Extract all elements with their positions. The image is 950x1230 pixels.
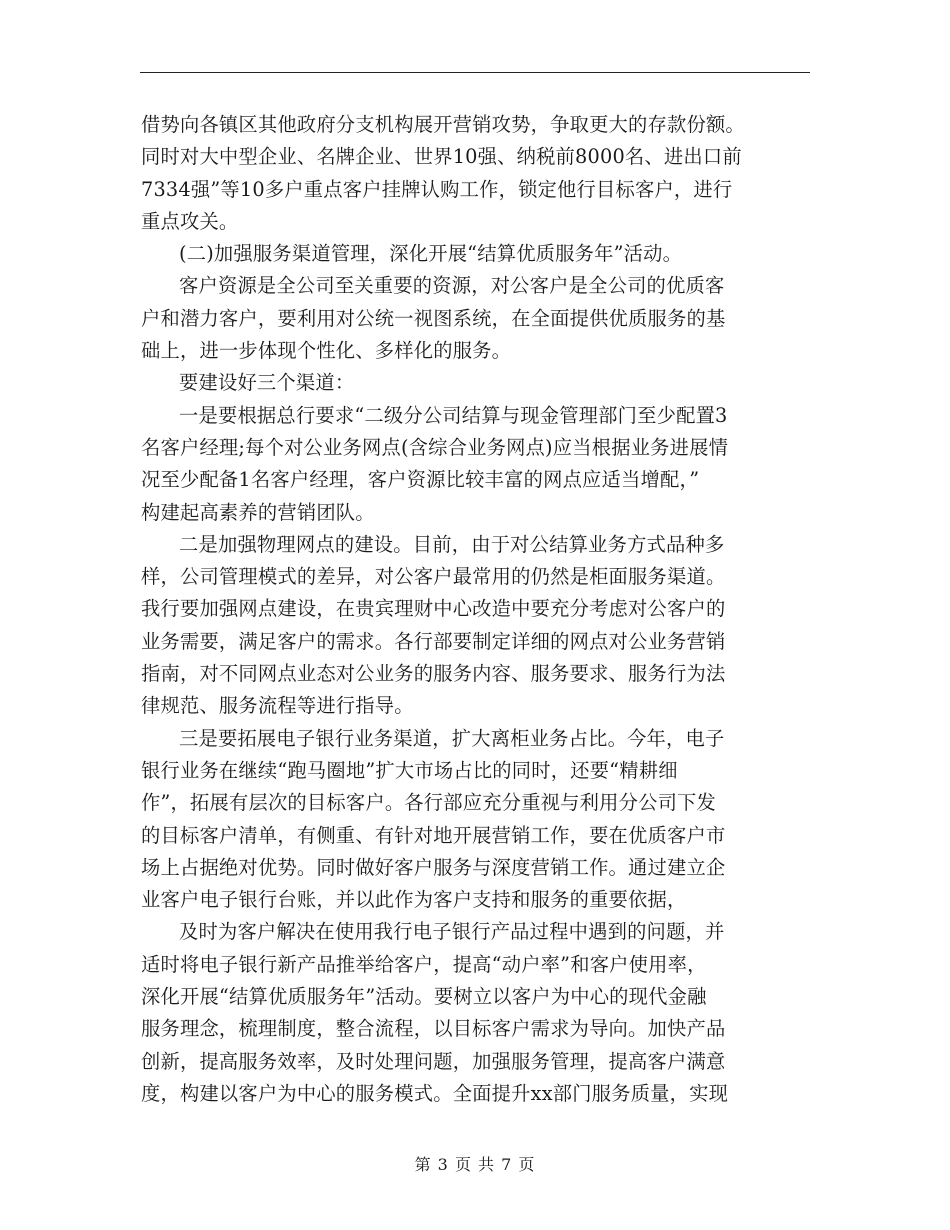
page-footer: 第 3 页 共 7 页	[414, 1155, 536, 1174]
text-line: 服务理念，梳理制度，整合流程，以目标客户需求为导向。加快产品	[141, 1017, 726, 1041]
text-line: 客户资源是全公司至关重要的资源，对公客户是全公司的优质客	[179, 274, 725, 298]
text-line: 况至少配备1名客户经理，客户资源比较丰富的网点应适当增配，”	[141, 468, 700, 492]
text-line: 户和潜力客户，要利用对公统一视图系统，在全面提供优质服务的基	[141, 306, 726, 330]
text-line: 创新，提高服务效率，及时处理问题，加强服务管理，提高客户满意	[141, 1049, 726, 1073]
text-line: 借势向各镇区其他政府分支机构展开营销攻势，争取更大的存款份额。	[141, 113, 745, 136]
text-line: 7334强”等10多户重点客户挂牌认购工作，锁定他行目标客户，进行	[141, 177, 733, 201]
text-line: 深化开展“结算优质服务年”活动。要树立以客户为中心的现代金融	[141, 985, 707, 1009]
text-line: 银行业务在继续“跑马圈地”扩大市场占比的同时，还要“精耕细	[141, 758, 678, 782]
header-rule	[140, 72, 810, 73]
text-line: 律规范、服务流程等进行指导。	[141, 694, 414, 718]
text-line: 同时对大中型企业、名牌企业、世界10强、纳税前8000名、进出口前	[141, 145, 742, 169]
text-line: 作”，拓展有层次的目标客户。各行部应充分重视与利用分公司下发	[141, 791, 717, 815]
text-line: 的目标客户清单，有侧重、有针对地开展营销工作，要在优质客户市	[141, 823, 726, 847]
text-line: 要建设好三个渠道：	[179, 371, 355, 395]
text-line: (二)加强服务渠道管理，深化开展“结算优质服务年”活动。	[179, 242, 683, 266]
text-line: 三是要拓展电子银行业务渠道，扩大离柜业务占比。今年，电子	[179, 726, 725, 750]
text-line: 业客户电子银行台账，并以此作为客户支持和服务的重要依据，	[141, 888, 687, 912]
text-line: 名客户经理;每个对公业务网点(含综合业务网点)应当根据业务进展情	[141, 435, 729, 459]
text-line: 适时将电子银行新产品推举给客户，提高“动户率”和客户使用率，	[141, 952, 707, 976]
text-line: 二是加强物理网点的建设。目前，由于对公结算业务方式品种多	[179, 532, 725, 556]
text-line: 业务需要，满足客户的需求。各行部要制定详细的网点对公业务营销	[141, 629, 726, 653]
text-line: 样，公司管理模式的差异，对公客户最常用的仍然是柜面服务渠道。	[141, 565, 726, 589]
text-line: 构建起高素养的营销团队。	[141, 500, 375, 524]
text-line: 重点攻关。	[141, 209, 239, 233]
text-line: 指南，对不同网点业态对公业务的服务内容、服务要求、服务行为法	[141, 662, 726, 686]
text-line: 度，构建以客户为中心的服务模式。全面提升xx部门服务质量，实现	[141, 1081, 729, 1105]
text-line: 场上占据绝对优势。同时做好客户服务与深度营销工作。通过建立企	[141, 855, 726, 879]
text-line: 我行要加强网点建设，在贵宾理财中心改造中要充分考虑对公客户的	[141, 597, 726, 621]
text-line: 一是要根据总行要求“二级分公司结算与现金管理部门至少配置3	[179, 403, 728, 427]
body-text	[141, 109, 813, 1110]
text-line: 及时为客户解决在使用我行电子银行产品过程中遇到的问题，并	[179, 920, 725, 944]
text-line: 础上，进一步体现个性化、多样化的服务。	[141, 339, 512, 363]
